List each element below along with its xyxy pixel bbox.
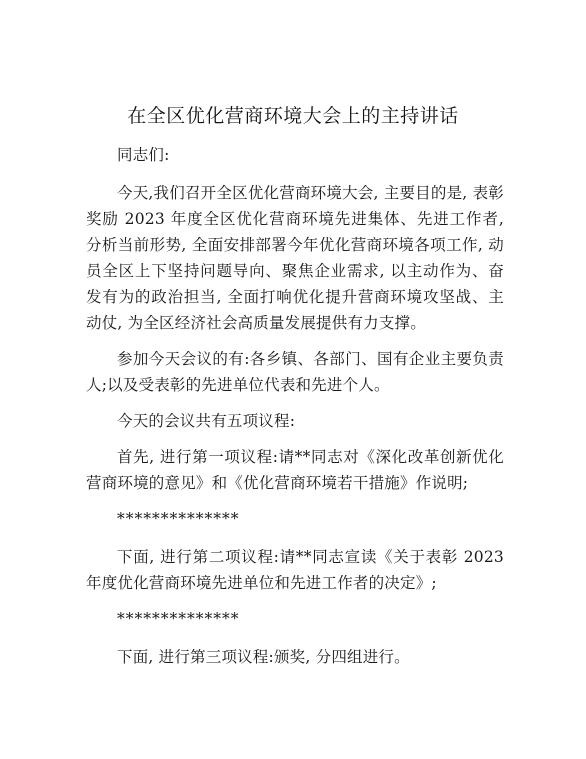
separator-line: **************: [117, 510, 240, 528]
document-body: [86, 142, 504, 680]
salutation: 同志们:: [117, 146, 170, 164]
paragraph-opening: 今天,我们召开全区优化营商环境大会, 主要目的是, 表彰奖励 2023 年度全区优化营商环境先进集体、先进工作者, 分析当前形势, 全面安排部署今年优化营商环境各项工作, 动员全区上下坚持问题导向、聚焦企业需求, 以主动作为、奋发有为的政治担当, 全面打响优化提升营商环境攻坚战、主动仗, 为全区经济社会高质量发展提供有力支撑。: [86, 184, 504, 332]
paragraph-attendees: 参加今天会议的有:各乡镇、各部门、国有企业主要负责人;以及受表彰的先进单位代表和先进个人。: [86, 350, 504, 394]
paragraph-agenda-item-2: 下面, 进行第二项议程:请**同志宣读《关于表彰 2023 年度优化营商环境先进单位和先进工作者的决定》;: [86, 548, 504, 592]
document-title: 在全区优化营商环境大会上的主持讲话: [127, 105, 459, 127]
paragraph-agenda-item-3: 下面, 进行第三项议程:颁奖, 分四组进行。: [117, 648, 410, 666]
paragraph-agenda-intro: 今天的会议共有五项议程:: [117, 412, 296, 430]
paragraph-agenda-item-1: 首先, 进行第一项议程:请**同志对《深化改革创新优化营商环境的意见》和《优化营商环境若干措施》作说明;: [86, 448, 504, 492]
separator-line: **************: [117, 610, 240, 628]
